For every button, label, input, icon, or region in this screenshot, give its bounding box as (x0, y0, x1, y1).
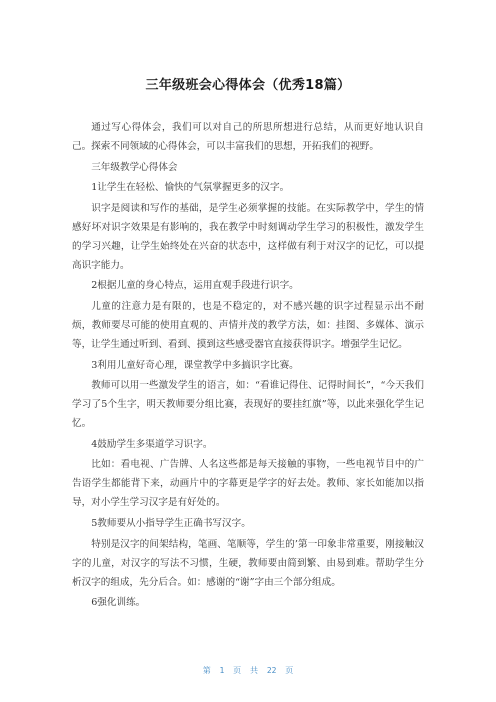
paragraph: 特别是汉字的间架结构，笔画、笔顺等，学生的’第一印象非常重要，刚接触汉字的儿童，对汉字的写法不习惯，生硬，教师要由简到繁、由易到难。帮助学生分析汉字的组成，先分后合。如：感谢的“谢”字由三个部分组成。 (72, 538, 424, 588)
paragraph: 3利用儿童好奇心理，课堂教学中多搞识字比赛。 (91, 359, 299, 371)
paragraph: 6强化训练。 (91, 597, 146, 609)
paragraph: 4鼓励学生多渠道学习识字。 (91, 438, 213, 450)
paragraph: 识字是阅读和写作的基础，是学生必须掌握的技能。在实际教学中，学生的情感好坏对识字效果是有影响的，我在教学中时刻调动学生学习的积极性，激发学生的学习兴趣，让学生始终处在兴奋的状态中，这样做有利于对汉字的记忆，可以提高识字能力。 (72, 202, 424, 271)
paragraph: 2根据儿童的身心特点，运用直观手段进行识字。 (91, 280, 299, 292)
paragraph: 三年级教学心得体会 (91, 161, 178, 173)
paragraph: 比如：看电视、广告牌、人名这些都是每天接触的事物，一些电视节目中的广告语学生都能背下来，动画片中的字幕更是学字的好去处。教师、家长如能加以指导，对小学生学习汉字是有好处的。 (72, 459, 424, 509)
paragraph: 儿童的注意力是有限的，也是不稳定的，对不感兴趣的识字过程显示出不耐烦，教师要尽可能的使用直观的、声情并茂的教学方法，如：挂图、多媒体、演示等，让学生通过听到、看到、摸到这些感受器官直接获得识字。增强学生记忆。 (72, 300, 424, 350)
paragraph: 教师可以用一些激发学生的语言，如：“看谁记得住、记得时间长”，“今天我们学习了5个生字，明天教师要分组比赛，表现好的要挂红旗”等，以此来强化学生记忆。 (72, 380, 424, 430)
document-title: 三年级班会心得体会（优秀18篇） (145, 78, 351, 93)
paragraph: 通过写心得体会，我们可以对自己的所思所想进行总结，从而更好地认识自己。探索不同领域的心得体会，可以丰富我们的思想，开拓我们的视野。 (72, 122, 424, 152)
paragraph: 1让学生在轻松、愉快的气氛掌握更多的汉字。 (91, 182, 290, 194)
document-body (72, 118, 424, 614)
page-number-footer: 第 1 页 共 22 页 (202, 666, 294, 675)
paragraph: 5教师要从小指导学生正确书写汉字。 (91, 517, 251, 529)
